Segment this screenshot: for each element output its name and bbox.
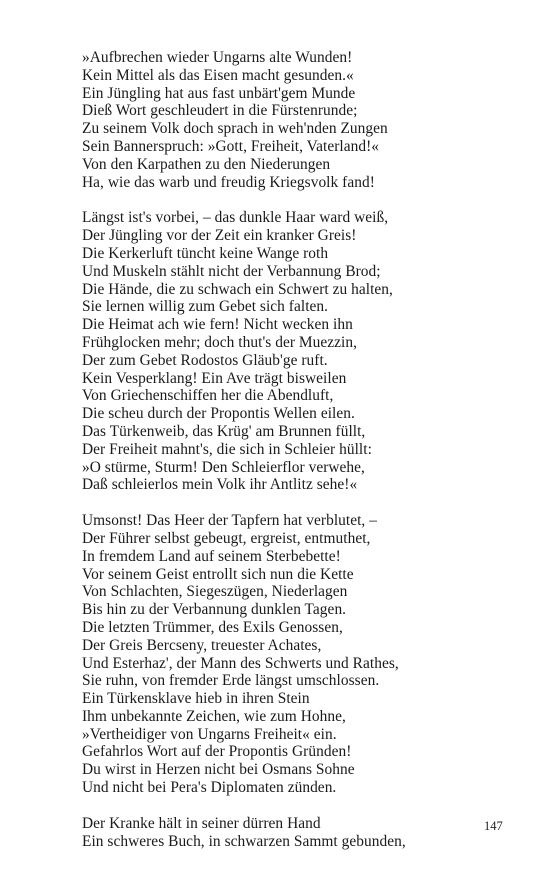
stanza xyxy=(82,49,522,191)
verse-line: Das Türkenweib, das Krüg' am Brunnen füllt, xyxy=(82,422,366,440)
verse-line: Gefahrlos Wort auf der Propontis Gründen! xyxy=(82,743,352,761)
verse-line: Von Griechenschiffen her die Abendluft, xyxy=(82,387,334,405)
verse-line: Vor seinem Geist entrollt sich nun die Kette xyxy=(82,565,354,583)
verse-line: Kein Vesperklang! Ein Ave trägt bisweilen xyxy=(82,369,347,387)
verse-line: Und nicht bei Pera's Diplomaten zünden. xyxy=(82,779,337,797)
stanza xyxy=(82,209,522,494)
verse-line: Frühglocken mehr; doch thut's der Muezzin, xyxy=(82,333,357,351)
verse-line: Die Kerkerluft tüncht keine Wange roth xyxy=(82,244,329,262)
verse-line: Der zum Gebet Rodostos Gläub'ge ruft. xyxy=(82,351,328,369)
verse-line: Zu seinem Volk doch sprach in weh'nden Zungen xyxy=(82,120,388,138)
verse-line: Ein Türkensklave hieb in ihren Stein xyxy=(82,690,310,708)
verse-line: Und Esterhaz', der Mann des Schwerts und Rathes, xyxy=(82,654,399,672)
verse-line: Von den Karpathen zu den Niederungen xyxy=(82,155,331,173)
verse-line: Ha, wie das warb und freudig Kriegsvolk fand! xyxy=(82,173,375,191)
stanza xyxy=(82,512,522,797)
verse-line: Sie ruhn, von fremder Erde längst umschlossen. xyxy=(82,672,380,690)
verse-line: Die scheu durch der Propontis Wellen eilen. xyxy=(82,405,355,423)
stanza xyxy=(82,815,522,851)
verse-line: Daß schleierlos mein Volk ihr Antlitz sehe!« xyxy=(82,476,358,494)
verse-line: Und Muskeln stählt nicht der Verbannung Brod; xyxy=(82,262,381,280)
verse-line: Bis hin zu der Verbannung dunklen Tagen. xyxy=(82,601,347,619)
verse-line: Sein Bannerspruch: »Gott, Freiheit, Vaterland!« xyxy=(82,137,379,155)
verse-line: »Vertheidiger von Ungarns Freiheit« ein. xyxy=(82,725,337,743)
verse-line: Längst ist's vorbei, – das dunkle Haar ward weiß, xyxy=(82,209,389,227)
verse-line: Dieß Wort geschleudert in die Fürstenrunde; xyxy=(82,102,358,120)
verse-line: Ein schweres Buch, in schwarzen Sammt gebunden, xyxy=(82,832,406,850)
verse-line: In fremdem Land auf seinem Sterbebette! xyxy=(82,547,341,565)
verse-line: Von Schlachten, Siegeszügen, Niederlagen xyxy=(82,583,348,601)
verse-line: »O stürme, Sturm! Den Schleierflor verwehe, xyxy=(82,458,365,476)
verse-line: Der Führer selbst gebeugt, ergreist, entmuthet, xyxy=(82,529,371,547)
verse-line: Ein Jüngling hat aus fast unbärt'gem Munde xyxy=(82,84,356,102)
page-number: 147 xyxy=(484,819,503,833)
verse-line: Der Greis Bercseny, treuester Achates, xyxy=(82,636,322,654)
verse-line: Der Kranke hält in seiner dürren Hand xyxy=(82,814,321,832)
verse-line: Umsonst! Das Heer der Tapfern hat verblutet, – xyxy=(82,512,377,530)
verse-line: Kein Mittel als das Eisen macht gesunden.« xyxy=(82,66,354,84)
verse-line: Du wirst in Herzen nicht bei Osmans Sohne xyxy=(82,761,355,779)
verse-line: Der Jüngling vor der Zeit ein kranker Greis! xyxy=(82,227,357,245)
verse-line: Die letzten Trümmer, des Exils Genossen, xyxy=(82,618,343,636)
verse-line: Ihm unbekannte Zeichen, wie zum Hohne, xyxy=(82,707,346,725)
verse-line: »Aufbrechen wieder Ungarns alte Wunden! xyxy=(82,49,353,66)
verse-line: Die Hände, die zu schwach ein Schwert zu halten, xyxy=(82,280,393,298)
verse-line: Der Freiheit mahnt's, die sich in Schleier hüllt: xyxy=(82,440,372,458)
verse-line: Die Heimat ach wie fern! Nicht wecken ihn xyxy=(82,316,353,334)
verse-line: Sie lernen willig zum Gebet sich falten. xyxy=(82,298,329,316)
poem-body xyxy=(82,49,522,868)
